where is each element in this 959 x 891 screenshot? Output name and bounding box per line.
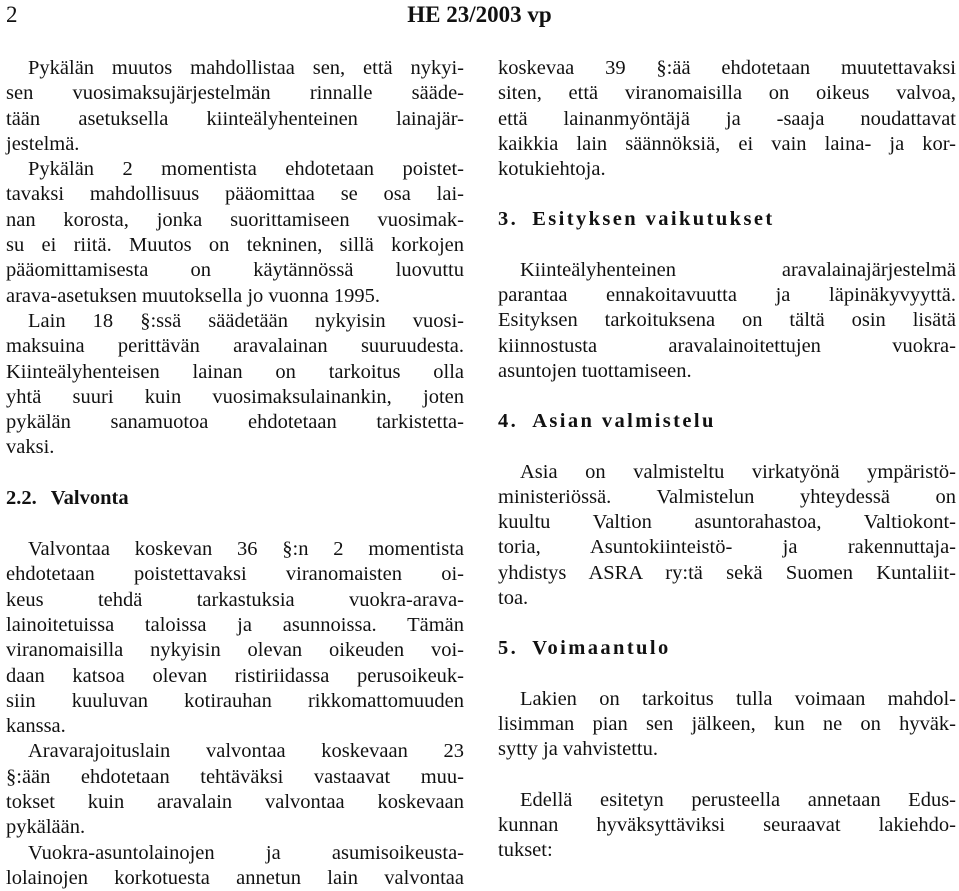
text-line: tään asetuksella kiinteälyhenteinen lainajär- <box>6 107 464 130</box>
text-line: jestelmä. <box>6 132 80 155</box>
text-line: ehdotetaan poistettavaksi viranomaisten oi- <box>6 563 464 586</box>
paragraph <box>6 309 464 461</box>
text-line: Edellä esitetyn perusteella annetaan Edus- <box>520 788 956 811</box>
text-line: §:ään ehdotetaan tehtäväksi vastaavat muu- <box>6 765 464 788</box>
paragraph <box>6 56 464 157</box>
paragraph <box>498 258 956 384</box>
paragraph <box>498 687 956 763</box>
text-line: kunnan hyväksyttäviksi seuraavat lakiehdo- <box>498 813 956 836</box>
section-number: 3. <box>498 208 519 231</box>
page-number: 2 <box>6 2 18 27</box>
text-line: Lain 18 §:ssä säädetään nykyisin vuosi- <box>28 309 464 332</box>
section-title: Esityksen vaikutukset <box>532 208 775 231</box>
text-line: ministeriössä. Valmistelun yhteydessä on <box>498 485 956 508</box>
paragraph <box>498 56 956 182</box>
paragraph <box>6 537 464 739</box>
text-line: lolainojen korkotuesta annetun lain valvontaa <box>6 866 464 889</box>
text-line: viranomaisilla nykyisin olevan oikeuden voi- <box>6 639 464 662</box>
text-line: nan korosta, jonka suorittamiseen vuosimak- <box>6 208 464 231</box>
section-title: Asian valmistelu <box>532 410 716 433</box>
text-line: su ei riitä. Muutos on tekninen, sillä korkojen <box>6 234 464 257</box>
text-line: Esityksen tarkoituksena on tältä osin lisätä <box>498 309 956 332</box>
section-number: 2.2. <box>6 486 37 509</box>
text-line: Kiinteälyhenteisen lainan on tarkoitus olla <box>6 360 464 383</box>
text-line: tukset: <box>498 839 553 862</box>
text-line: kuultu Valtion asuntorahastoa, Valtiokont- <box>498 511 956 534</box>
text-line: Asia on valmisteltu virkatyönä ympäristö- <box>520 460 956 483</box>
text-line: Pykälän 2 momentista ehdotetaan poistet- <box>28 158 464 181</box>
section-heading <box>498 636 956 661</box>
text-line: tavaksi mahdollisuus pääomittaa se osa lai- <box>6 183 464 206</box>
text-line: pykälän sanamuotoa ehdotetaan tarkistetta- <box>6 411 464 434</box>
paragraph <box>6 841 464 891</box>
text-line: daan katsoa olevan ristiriidassa perusoikeuk- <box>6 664 464 687</box>
text-line: Pykälän muutos mahdollistaa sen, että nykyi- <box>28 57 464 79</box>
left-column <box>6 56 464 891</box>
section-heading <box>498 409 956 434</box>
paragraph <box>6 739 464 840</box>
text-line: kiinnostusta aravalainoitettujen vuokra- <box>498 334 956 357</box>
text-line: Vuokra-asuntolainojen ja asumisoikeusta- <box>28 841 464 864</box>
text-line: parantaa ennakoitavuutta ja läpinäkyvyyttä. <box>498 284 956 307</box>
text-line: yhtä suuri kuin vuosimaksulainankin, joten <box>6 385 464 408</box>
text-line: Aravarajoituslain valvontaa koskevaan 23 <box>28 740 464 763</box>
text-line: maksuina perittävän aravalainan suuruudesta. <box>6 335 464 358</box>
section-title: Voimaantulo <box>532 637 671 660</box>
section-number: 5. <box>498 637 519 660</box>
text-line: Lakien on tarkoitus tulla voimaan mahdol- <box>520 687 956 710</box>
section-number: 4. <box>498 410 519 433</box>
text-line: Kiinteälyhenteinen aravalainajärjestelmä <box>520 258 956 281</box>
section-heading <box>498 207 956 232</box>
paragraph <box>498 788 956 864</box>
section-title: Valvonta <box>50 486 129 509</box>
text-line: yhdistys ASRA ry:tä sekä Suomen Kuntaliit- <box>498 561 956 584</box>
section-heading <box>6 486 464 511</box>
text-line: lainoitetuissa taloissa ja asunnoissa. Tämän <box>6 613 464 636</box>
text-line: keus tehdä tarkastuksia vuokra-arava- <box>6 588 464 611</box>
text-line: kanssa. <box>6 715 66 738</box>
paragraph <box>6 157 464 309</box>
text-line: sytty ja vahvistettu. <box>498 738 658 761</box>
text-line: toa. <box>498 587 529 610</box>
text-line: asuntojen tuottamiseen. <box>498 359 692 382</box>
text-line: vaksi. <box>6 436 55 459</box>
text-line: sen vuosimaksujärjestelmän rinnalle sääde- <box>6 82 464 105</box>
text-line: että lainanmyöntäjä ja -saaja noudattavat <box>498 107 956 130</box>
text-line: pääomittamisesta on käytännössä luovuttu <box>6 259 464 282</box>
text-line: tokset kuin aravalain valvontaa koskevaan <box>6 791 464 814</box>
text-line: kotukiehtoja. <box>498 158 606 181</box>
text-line: arava-asetuksen muutoksella jo vuonna 1995. <box>6 284 381 307</box>
text-line: pykälään. <box>6 816 86 839</box>
text-line: koskevaa 39 §:ää ehdotetaan muutettavaksi <box>498 57 956 79</box>
document-id: HE 23/2003 vp <box>407 2 552 27</box>
text-line: lisimman pian sen jälkeen, kun ne on hyväk- <box>498 712 956 735</box>
text-line: toria, Asuntokiinteistö- ja rakennuttaja- <box>498 536 956 559</box>
right-column <box>498 56 956 863</box>
text-line: kaikkia lain säännöksiä, ei vain laina- ja kor- <box>498 132 956 155</box>
paragraph <box>498 460 956 612</box>
text-line: siin kuuluvan kotirauhan rikkomattomuuden <box>6 689 464 712</box>
text-line: Valvontaa koskevan 36 §:n 2 momentista <box>28 538 464 561</box>
text-line: siten, että viranomaisilla on oikeus valvoa, <box>498 82 956 105</box>
